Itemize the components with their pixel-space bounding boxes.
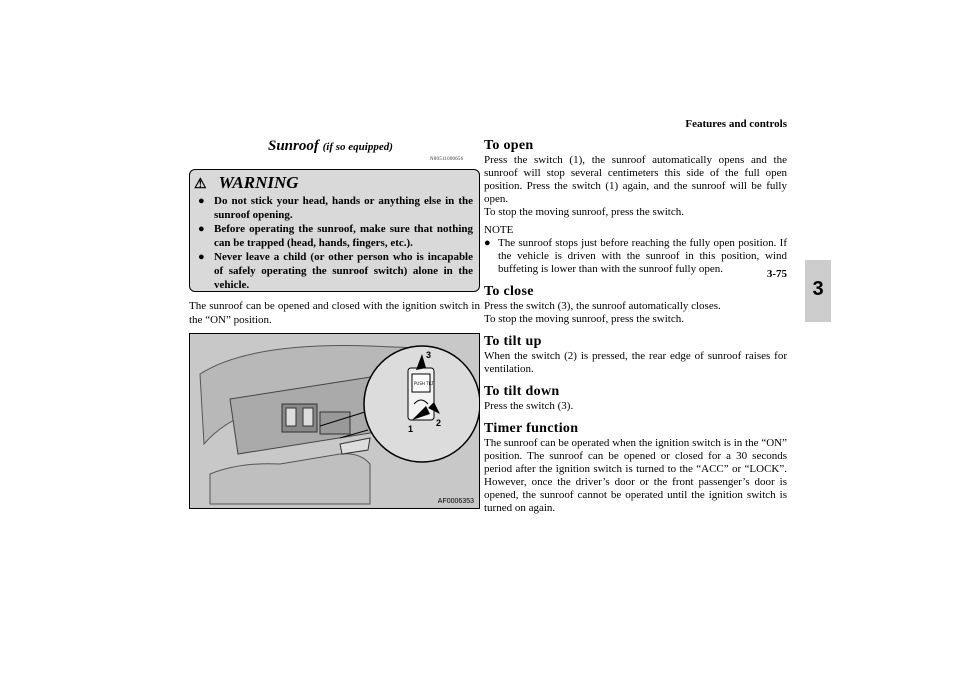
sunroof-switch-figure: [189, 333, 480, 509]
tilt-up-text: When the switch (2) is pressed, the rear edge of sunroof raises for ventilation.: [484, 350, 787, 375]
heading-tilt-up: To tilt up: [484, 334, 542, 349]
page-number: 3-75: [766, 268, 787, 280]
warning-title: WARNING: [218, 173, 299, 192]
chapter-tab: [805, 260, 831, 322]
tilt-down-text: Press the switch (3).: [484, 400, 574, 412]
intro-paragraph: The sunroof can be opened and closed with the ignition switch in the “ON” position.: [189, 300, 480, 326]
callout-2: 2: [436, 418, 442, 428]
right-column: [484, 137, 787, 515]
switch-label: PUSH TILT: [414, 381, 434, 386]
heading-tilt-down: To tilt down: [484, 384, 560, 399]
warning-triangle-icon: ⚠: [194, 177, 207, 192]
warning-item: ● Never leave a child (or other person who is incapable of safely operating the sunroof switch) alone in the vehicle.: [198, 251, 473, 291]
close-stop-text: To stop the moving sunroof, press the switch.: [484, 313, 684, 325]
warning-item: ● Do not stick your head, hands or anything else in the sunroof opening.: [198, 195, 473, 221]
warning-box: [189, 169, 480, 292]
warning-header: [194, 173, 299, 193]
warning-item: ● Before operating the sunroof, make sure that nothing can be trapped (head, hands, fingers, etc.).: [198, 223, 473, 249]
heading-to-open: To open: [484, 138, 534, 153]
timer-text: The sunroof can be operated when the ignition switch is in the “ON” position. The sunroof can be opened or closed for a 30 seconds period after the ignition switch is turned to the “ACC” or “LOCK”. However, once the driver’s door or the front passenger’s door is opened, the sunroof cannot be operated until the ignition switch is turned on again.: [484, 437, 787, 514]
warning-list: [198, 194, 473, 292]
close-text: Press the switch (3), the sunroof automatically closes.: [484, 300, 721, 312]
heading-timer-function: Timer function: [484, 421, 579, 436]
running-header: Features and controls: [685, 118, 787, 130]
open-stop-text: To stop the moving sunroof, press the switch.: [484, 206, 684, 218]
section-code: N00511000656: [430, 157, 464, 162]
heading-to-close: To close: [484, 284, 534, 299]
section-title-text: Sunroof: [268, 138, 319, 154]
figure-label: AF0006353: [437, 498, 474, 505]
bullet-icon: ●: [484, 237, 491, 249]
bullet-icon: ●: [198, 195, 205, 207]
bullet-icon: ●: [198, 251, 205, 263]
section-subtitle: (if so equipped): [322, 141, 393, 153]
note-label: NOTE: [484, 224, 514, 236]
callout-1: 1: [408, 424, 414, 434]
note-item: ● The sunroof stops just before reaching the fully open position. If the vehicle is driven with the sunroof in this position, wind buffeting is lower than with the sunroof fully open.: [484, 237, 787, 275]
sunroof-switch-illustration: [190, 334, 479, 508]
chapter-tab-number: 3: [812, 278, 824, 300]
open-text: Press the switch (1), the sunroof automatically opens and the sunroof will stop several centimeters this side of the full open position. Press the switch (1) again, and the sunroof will be fully open.: [484, 154, 787, 205]
callout-3: 3: [426, 350, 432, 360]
section-title: [268, 138, 393, 155]
bullet-icon: ●: [198, 223, 205, 235]
